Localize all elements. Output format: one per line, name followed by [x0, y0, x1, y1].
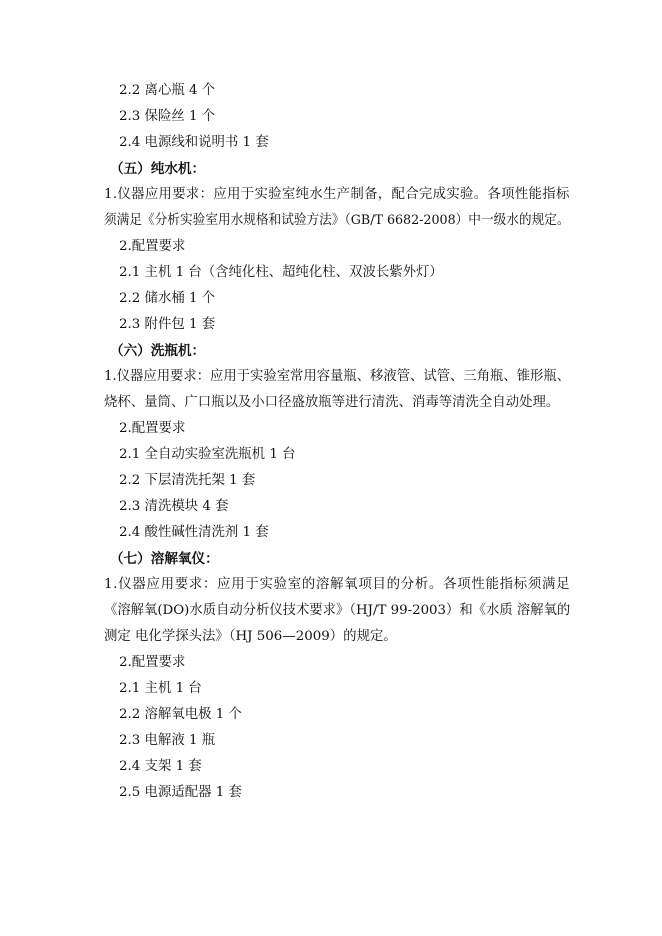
- list-item: 2.3 清洗模块 4 套: [119, 499, 229, 514]
- list-item: 2.2 溶解氧电极 1 个: [119, 707, 242, 722]
- paragraph-line: 测定 电化学探头法》（HJ 506—2009）的规定。: [104, 629, 397, 644]
- section-heading: （六）洗瓶机：: [110, 343, 206, 359]
- list-item: 2.配置要求: [119, 239, 186, 254]
- list-item: 2.1 主机 1 台: [119, 681, 202, 696]
- list-item: 2.1 全自动实验室洗瓶机 1 台: [119, 447, 296, 462]
- paragraph-line: 烧杯、量筒、广口瓶以及小口径盛放瓶等进行清洗、消毒等清洗全自动处理。: [104, 395, 560, 410]
- list-item: 2.4 电源线和说明书 1 套: [119, 135, 269, 150]
- paragraph-line: 1.仪器应用要求：应用于实验室的溶解氧项目的分析。各项性能指标须满足: [104, 577, 571, 592]
- list-item: 2.4 支架 1 套: [119, 759, 202, 774]
- paragraph-line: 1.仪器应用要求：应用于实验室纯水生产制备，配合完成实验。各项性能指标: [104, 187, 570, 202]
- list-item: 2.配置要求: [119, 421, 186, 436]
- list-item: 2.4 酸性碱性清洗剂 1 套: [119, 525, 269, 540]
- list-item: 2.1 主机 1 台（含纯化柱、超纯化柱、双波长紫外灯）: [119, 265, 443, 280]
- list-item: 2.2 离心瓶 4 个: [119, 83, 216, 98]
- section-heading: （七）溶解氧仪：: [110, 551, 219, 567]
- list-item: 2.3 电解液 1 瓶: [119, 733, 216, 748]
- section-heading: （五）纯水机：: [110, 161, 206, 177]
- paragraph-line: 1.仪器应用要求：应用于实验室常用容量瓶、移液管、试管、三角瓶、锥形瓶、: [104, 369, 571, 384]
- list-item: 2.3 附件包 1 套: [119, 317, 216, 332]
- paragraph-line: 《溶解氧(DO)水质自动分析仪技术要求》（HJ/T 99-2003）和《水质 溶解氧的: [104, 603, 571, 618]
- list-item: 2.配置要求: [119, 655, 186, 670]
- list-item: 2.5 电源适配器 1 套: [119, 785, 242, 800]
- list-item: 2.3 保险丝 1 个: [119, 109, 216, 124]
- list-item: 2.2 储水桶 1 个: [119, 291, 216, 306]
- paragraph-line: 须满足《分析实验室用水规格和试验方法》（GB/T 6682-2008）中一级水的规定。: [104, 213, 570, 228]
- list-item: 2.2 下层清洗托架 1 套: [119, 473, 256, 488]
